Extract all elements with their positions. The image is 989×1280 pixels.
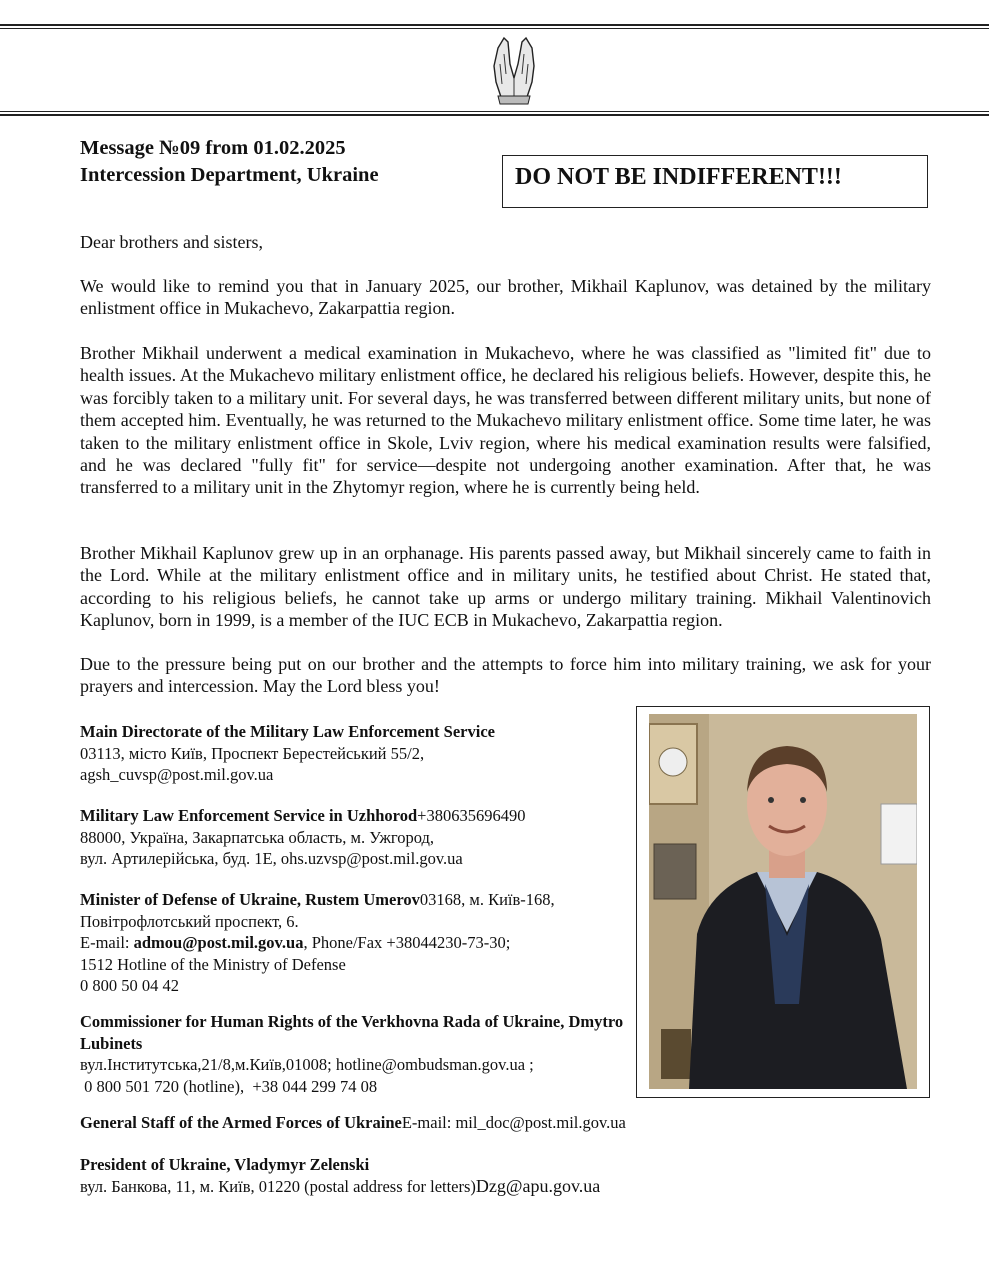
contact-block (80, 1154, 780, 1197)
contact-block (80, 1112, 780, 1134)
contact-address: 88000, Україна, Закарпатська область, м. Ужгород, (80, 827, 435, 847)
contact-block (80, 889, 625, 997)
contact-phone: +380635696490 (417, 806, 526, 825)
contact-block (80, 721, 625, 786)
contact-email: Dzg@apu.gov.ua (475, 1175, 601, 1196)
top-rule (0, 24, 989, 26)
message-header (80, 135, 379, 189)
photo-frame (636, 706, 930, 1098)
paragraph-detention: We would like to remind you that in January 2025, our brother, Mikhail Kaplunov, was detained by the military enlistment office in Mukachevo, Zakarpattia region. (80, 276, 931, 319)
contact-email: admou@post.mil.gov.ua (133, 933, 304, 952)
contact-address: 03168, м. Київ-168, (419, 890, 555, 909)
contact-phones: 0 800 501 720 (hotline), +38 044 299 74 08 (80, 1076, 378, 1096)
contact-address: 03113, місто Київ, Проспект Берестейський 55/2, (80, 743, 425, 763)
department-name: Intercession Department, Ukraine (80, 164, 379, 186)
contact-street-email: вул. Артилерійська, буд. 1Е, ohs.uzvsp@post.mil.gov.ua (80, 849, 463, 868)
hotline-number: 0 800 50 04 42 (80, 976, 179, 995)
contact-name: President of Ukraine, Vladymyr Zelenski (80, 1155, 370, 1174)
contact-address-email: вул.Інститутська,21/8,м.Київ,01008; hotline@ombudsman.gov.ua ; (80, 1055, 534, 1074)
contact-address: вул. Банкова, 11, м. Київ, 01220 (postal address for letters) (80, 1176, 476, 1196)
paragraph-medical: Brother Mikhail underwent a medical examination in Mukachevo, where he was classified as "limited fit" due to health issues. At the Mukachevo military enlistment office, he declared his religious beliefs. However, despite this, he was forcibly taken to a military unit. For several days, he was transferred between different military units, but none of them accepted him. Eventually, he was returned to the Mukachevo military enlistment office. Some time later, he was taken to the military enlistment office in Skole, Lviv region, where his medical examination results were falsified, and he was declared "fully fit" for service—despite not undergoing another examination. After that, he was transferred to a military unit in the Zhytomyr region, where he is currently being held. (80, 343, 931, 498)
contact-phone: , Phone/Fax +38044230-73-30; (303, 933, 511, 952)
header-rule-thin (0, 111, 989, 112)
top-rule-thin (0, 28, 989, 29)
praying-hands-icon (484, 34, 544, 106)
alert-box (502, 155, 928, 208)
contact-name: Commissioner for Human Rights of the Verkhovna Rada of Ukraine, Dmytro Lubinets (80, 1012, 624, 1053)
contact-street: Повітрофлотський проспект, 6. (80, 911, 299, 931)
paragraph-background: Brother Mikhail Kaplunov grew up in an orphanage. His parents passed away, but Mikhail sincerely came to faith in the Lord. While at the military enlistment office and in military units, he testified about Christ. He stated that, according to his religious beliefs, he cannot take up arms or undergo military training. Mikhail Valentinovich Kaplunov, born in 1999, is a member of the IUC ECB in Mukachevo, Zakarpattia region. (80, 543, 931, 631)
contact-email: E-mail: mil_doc@post.mil.gov.ua (401, 1113, 626, 1132)
paragraph-appeal: Due to the pressure being put on our brother and the attempts to force him into military training, we ask for your prayers and intercession. May the Lord bless you! (80, 654, 931, 697)
contact-name: Main Directorate of the Military Law Enforcement Service (80, 722, 495, 741)
contact-email: agsh_cuvsp@post.mil.gov.ua (80, 765, 274, 784)
message-number: Message №09 from 01.02.2025 (80, 137, 346, 159)
contact-block (80, 1011, 625, 1097)
email-label: E-mail: (80, 933, 134, 952)
portrait-photo (649, 714, 917, 1089)
greeting: Dear brothers and sisters, (80, 232, 263, 252)
contact-name: Military Law Enforcement Service in Uzhhorod (80, 806, 418, 825)
contact-name: General Staff of the Armed Forces of Ukraine (80, 1113, 402, 1132)
header-rule (0, 114, 989, 116)
hotline-label: 1512 Hotline of the Ministry of Defense (80, 954, 346, 974)
alert-text: DO NOT BE INDIFFERENT!!! (515, 164, 842, 190)
contact-name: Minister of Defense of Ukraine, Rustem Umerov (80, 890, 420, 909)
contact-block (80, 805, 625, 870)
